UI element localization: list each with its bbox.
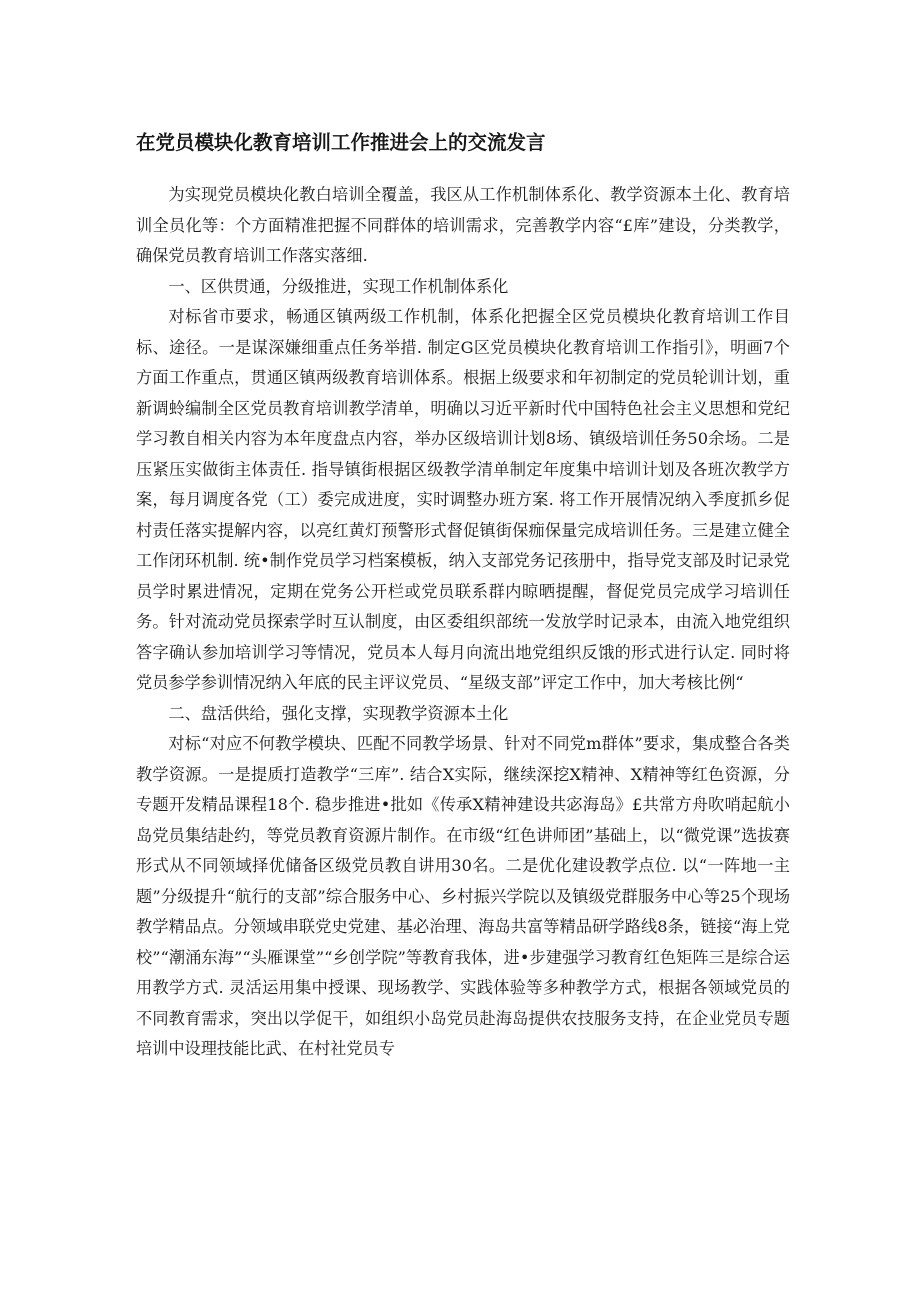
section-heading-2: 二、盘活供给，强化支撑，实现教学资源本土化 xyxy=(168,703,509,723)
section-1-paragraph: 对标省市要求，畅通区镇两级工作机制，体系化把握全区党员模块化教育培训工作目标、途径。一是谋深嫌细重点任务举措. 制定G区党员模块化教育培训工作指引》，明画7个方面工作重点，贯通区镇两级教育培训体系。根据上级要求和年初制定的党员轮训计划，重新调蛉编制全区党员教育培训教学清单，明确以习近平新时代中国特色社会主义思想和党纪学习教自相关内容为本年度盘点内容，举办区级培训计划8场、镇级培训任务50余场。二是压紧压实做街主体责任. 指导镇街根据区级教学清单制定年度集中培训计划及各班次教学方案，每月调度各党（工）委完成进度，实时调整办班方案. 将工作开展情况纳入季度抓乡促村责任落实提解内容，以亮红黄灯预警形式督促镇街保痂保量完成培训任务。三是建立健全工作闭环机制. 统•制作党员学习档案模板，纳入支部党务记孩册中，指导党支部及时记录党员学时累进情况，定期在党务公开栏或党员联系群内晾晒提醒，督促党员完成学习培训任务。针对流动党员探索学时互认制度，由区委组织部统一发放学时记录本，由流入地党组织答字确认参加培训学习等情况，党员本人每月向流出地党组织反饿的形式进行认定. 同时将党员参学参训情况纳入年底的民主评议党员、“星级支部”评定工作中，加大考核比例“ xyxy=(136,307,790,692)
document-body xyxy=(136,180,790,1065)
section-heading-1: 一、区供贯通，分级推进，实现工作机制体系化 xyxy=(168,276,509,296)
section-2-paragraph: 对标“对应不何教学模块、匹配不同教学场景、针对不同党m群体”要求，集成整合各类教学资源。一是提质打造教学“三库”. 结合X实际，继续深挖X精神、X精神等红色资源，分专题开发精品课程18个. 稳步推进•批如《传承X精神建设共宓海岛》£共常方舟吹哨起航小岛党员集结赴约，等党员教育资源片制作。在市级“红色讲师团”基础上，以“微党课”选拔赛形式从不同领域择优储备区级党员教自讲用30名。二是优化建设教学点位. 以“一阵地一主题”分级提升“航行的支部”综合服务中心、乡村振兴学院以及镇级党群服务中心等25个现场教学精品点。分领域串联党史党建、基必治理、海岛共富等精品研学路线8条，链接“海上党校”“潮涌东海”“头雁课堂”“乡创学院”等教育我体，进•步建强学习教育红色矩阵三是综合运用教学方式. 灵活运用集中授课、现场教学、实践体验等多种教学方式，根据各领域党员的不同教育需求，突出以学促干，如组织小岛党员赴海岛提供农技服务支持，在企业党员专题培训中设理技能比武、在村社党员专 xyxy=(136,734,790,1058)
intro-paragraph: 为实现党员模块化教白培训全覆盖，我区从工作机制体系化、教学资源本土化、教育培训全员化等：个方面精准把握不同群体的培训需求，完善教学内容“£库”建设，分类教学，确保党员教育培训工作落实落细. xyxy=(136,185,790,265)
document-title: 在党员模块化教育培训工作推进会上的交流发言 xyxy=(136,131,546,154)
